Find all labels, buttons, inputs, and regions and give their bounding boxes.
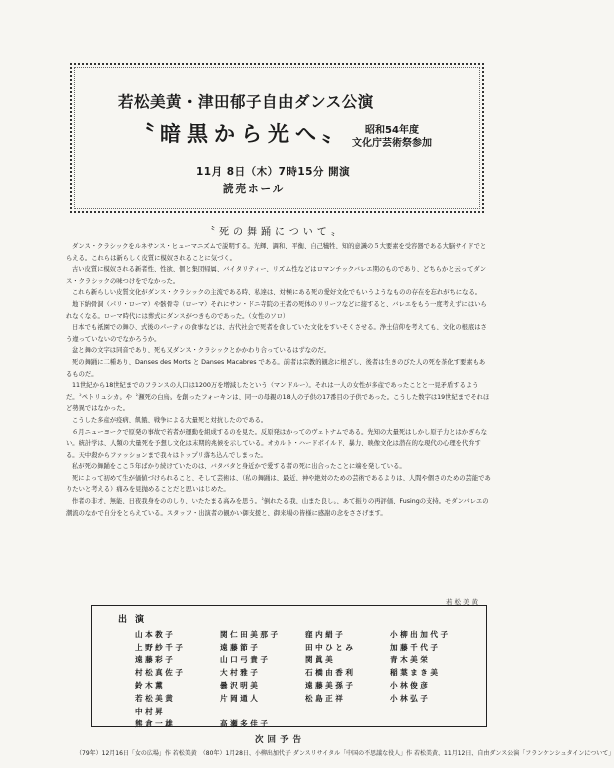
essay-paragraph: 私が死の舞踊をここ５年ばかり続けていたのは、バタバタと身近かで愛する者の死に出合ったことに端を発している。 [72,463,406,471]
cast-name: 関仁田美那子 [220,629,281,639]
festival-name: 文化庁芸術祭参加 [352,138,432,149]
cast-name: 石橋由香利 [305,668,356,678]
essay-paragraph: ６月ニューヨークで原発の事故で若者が運動を組成するのを見た。反原発はかってのヴェトナムである。先知の大量死はしかし原子力とはかぎらない。統計学は、人類の大量死を予想し文化は末期的兆候を示している。オカルト・ハードボイルド、暴力、映像文化は潜在的な現代の心理を代弁する。天中殺からファッションまで我々はトップリ落ち込んでしまった。 [66,428,488,459]
essay-paragraph: ダンス・クラシックをルネサンス・ヒューマニズムで説明する。光輝、調和、平衡、自己犠牲、知的意識の５大要素を受容器である大脳サイドでとらえる。これらは新らしく皮質に模奴されることに気づく。 [66,243,487,262]
essay-paragraph: 11世紀から18世紀までのフランスの人口は1200万を増減したという（マンドルー）。それは一人の女性が多産であったことと一見矛盾するようだ。〝ペトリュシカ〟や〝瀕死の白鳥〟を創ったフォーキンは、同一の母親の18人の子供の17番目の子供であった。こうした数字は19世紀までそれほど勢異ではなかった。 [66,382,490,413]
cast-name: 山本教子 [135,629,176,639]
cast-row [135,705,475,718]
cast-name: 遠藤節子 [220,642,261,652]
cast-row [135,654,475,667]
essay-paragraph: こうした多産が疫病、飢餓、戦争による大量死と対抗したのである。 [72,416,268,424]
next-performance-title: 次回予告 [255,735,306,745]
cast-name: 関眞美 [305,655,336,665]
cast-name: 鈴木薫 [135,681,166,691]
cast-name: 上野紗千子 [135,642,186,652]
essay-title: 〝死の舞踊について〟 [205,227,345,238]
performance-title: 〝暗黒から光へ〟 [133,122,349,146]
cast-name: 田中ひとみ [305,642,356,652]
cast-name: 曇沢明美 [220,681,261,691]
essay-body [66,241,491,519]
cast-row [135,641,475,654]
cast-name: 稲葉まき美 [390,668,441,678]
cast-name: 松島正祥 [305,693,346,703]
cast-name: 遠藤彩子 [135,655,176,665]
cast-row [135,718,475,731]
cast-name: 片岡通人 [220,693,261,703]
essay-paragraph: 死によって初めて生が価値づけられること、そして芸術は、（私の舞踊は、最近、神や絶対のための芸術であるよりは、人間や個さのための芸能でありたいと考える）痛みを見抛めることだと思いはじめた。 [66,474,491,494]
cast-name: 熊倉一雄 [135,719,176,729]
cast-name: 村松真佐子 [135,668,186,678]
cast-name: 遠藤美孫子 [305,681,356,691]
cast-name: 小林俊彦 [390,681,431,691]
cast-name: 山口弓貴子 [220,655,271,665]
festival-note [352,124,432,150]
essay-author: 若松美黄 [446,598,480,606]
cast-name: 小柳出加代子 [390,629,451,639]
cast-list [135,628,475,730]
essay-paragraph: 盆と舞の文字は同音であり、死も又ダンス・クラシックとかかわり合っているはずなのだ。 [72,347,330,355]
performance-heading: 若松美黄・津田郁子自由ダンス公演 [118,93,374,111]
essay-paragraph: 死の舞踊に二種あり、Danses des Morts と Danses Macabres である。前者は宗教的観念に根ざし、後者は生きのびた人の死を茶化す要素もあるものだ。 [66,358,486,378]
cast-row [135,692,475,705]
next-performance-details: （79年）12月16日「女の広場」作 若松美黄 （80年）1月28日、小柳出加代子 ダンスリサイタル「中国の不思議な役人」作 若松美黄、11月12日、自由ダンス公演「フランケンシュタインについて」 [76,750,614,757]
essay-paragraph: 地下納骨洞（パリ・ローマ）や骸骨寺（ローマ）それにサン・ドニ寺院の王者の死体のリリーフなどに接すると、バレエをもう一度考えずにはいられなくなる。ローマ時代には葬式にダンスがつきものであった。（女性のソロ） [66,300,487,320]
cast-name: 窪内絹子 [305,629,346,639]
cast-row [135,666,475,679]
festival-year: 昭和54年度 [365,125,419,136]
performance-venue: 読売ホール [223,183,286,195]
essay-paragraph: 作者の非才、無能、日夜我身をののしり、いたたまる高みを思う。〝倒れたる我、山また良し〟、あて振りの再評価、Fusingの支持。モダンバレエの潮流のなかで自分をとらえている。スタッフ・出演者の観かい御支援と、御来場の皆様に感謝の念をささげます。 [66,498,489,517]
essay-paragraph: 日本でも祇園での舞ひ、式後のパーティの食事などは、古代社会で死者を食していた文化をすいそくさせる。浄土信仰を考えても、文化の根底はさう違っていないのでなかろうか。 [66,324,487,343]
essay-paragraph: これら新らしい皮質文化がダンス・クラシックの主流である時、私達は、対極にある死の愛好文化でもいうようなものの存在を忘れがちになる。 [72,289,482,297]
essay-paragraph: 古い皮質に模奴される新者性、性欲、個と集団帰属、バイタリティー、リズム性などはロマンチックバレエ期のものであり、どちらかと云ってダンス・クラシックの味つけをでなかった。 [66,266,487,285]
cast-name: 小林弘子 [390,693,431,703]
cast-name: 高瀬多佳子 [220,719,271,729]
cast-name: 中村昇 [135,706,166,716]
cast-title: 出演 [118,615,153,625]
cast-row [135,628,475,641]
cast-name: 青木美栄 [390,655,431,665]
cast-name: 若松美黄 [135,693,176,703]
performance-date: 11月 8日（木）7時15分 開演 [196,166,351,178]
cast-name: 大村雅子 [220,668,261,678]
cast-name: 加藤千代子 [390,642,441,652]
cast-row [135,679,475,692]
